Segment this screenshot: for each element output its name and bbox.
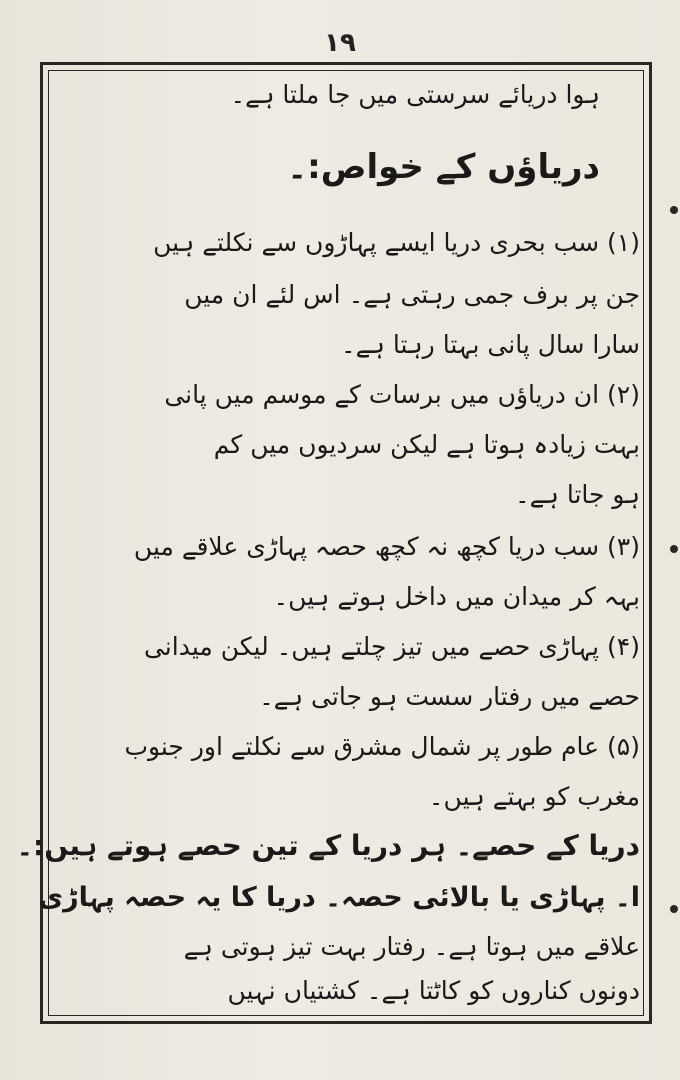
- text-line: (۱) سب بحری دریا ایسے پہاڑوں سے نکلتے ہیں: [153, 228, 640, 257]
- binding-hole-mark: [670, 206, 678, 214]
- page-text: [16, 72, 640, 1012]
- binding-hole-mark: [670, 545, 678, 553]
- text-line: ہوا دریائے سرستی میں جا ملتا ہے۔: [230, 80, 600, 109]
- text-line: بہہ کر میدان میں داخل ہوتے ہیں۔: [273, 582, 640, 611]
- text-line: حصے میں رفتار سست ہو جاتی ہے۔: [259, 682, 640, 711]
- text-line: جن پر برف جمی رہتی ہے۔ اس لئے ان میں: [184, 280, 640, 309]
- text-line: مغرب کو بہتے ہیں۔: [428, 782, 640, 811]
- text-line: ہو جاتا ہے۔: [514, 480, 640, 509]
- text-line: ا۔ پہاڑی یا بالائی حصہ۔ دریا کا یہ حصہ پہاڑی: [38, 882, 640, 913]
- text-line: (۵) عام طور پر شمال مشرق سے نکلتے اور جنوب: [124, 732, 640, 761]
- text-line: (۴) پہاڑی حصے میں تیز چلتے ہیں۔ لیکن میدانی: [143, 632, 640, 661]
- subsection-heading: دریا کے حصے۔ ہر دریا کے تین حصے ہوتے ہیں:۔: [16, 829, 640, 862]
- text-line: (۲) ان دریاؤں میں برسات کے موسم میں پانی: [164, 380, 640, 409]
- text-line: سارا سال پانی بہتا رہتا ہے۔: [340, 330, 640, 359]
- text-line: بہت زیادہ ہوتا ہے لیکن سردیوں میں کم: [213, 430, 640, 459]
- section-heading: دریاؤں کے خواص:۔: [287, 147, 600, 187]
- page-number: ۱۹: [324, 28, 356, 58]
- binding-hole-mark: [670, 905, 678, 913]
- text-line: (۳) سب دریا کچھ نہ کچھ حصہ پہاڑی علاقے میں: [133, 532, 640, 561]
- text-line: علاقے میں ہوتا ہے۔ رفتار بہت تیز ہوتی ہے: [183, 932, 640, 961]
- text-line: دونوں کناروں کو کاٹتا ہے۔ کشتیاں نہیں: [227, 976, 640, 1005]
